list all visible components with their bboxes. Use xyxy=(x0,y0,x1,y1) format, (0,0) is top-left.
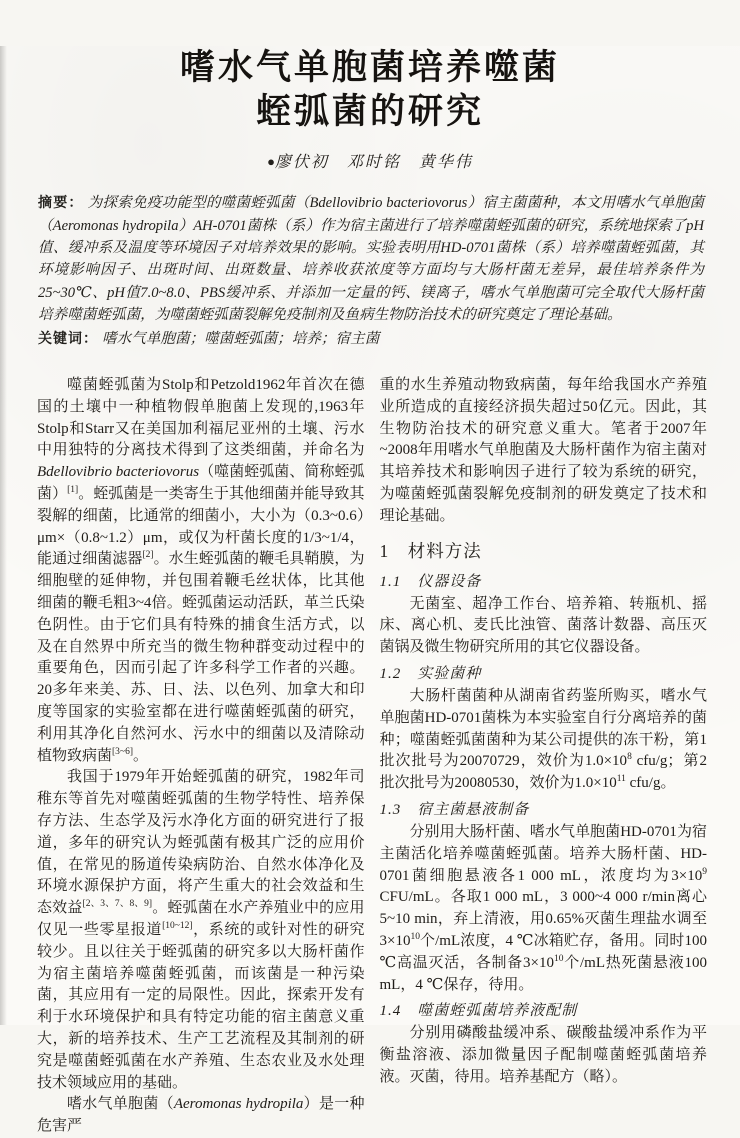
subsection-heading: 1.1 仪器设备 xyxy=(379,573,482,590)
latin-species-name: Aeromonas hydropila xyxy=(52,217,179,234)
body-paragraph xyxy=(380,822,708,996)
keywords-line xyxy=(38,328,704,350)
superscript: [2、3、7、8、9] xyxy=(82,899,153,910)
body-paragraph xyxy=(380,375,708,528)
latin-species-name: Bdellovibrio bacteriovorus xyxy=(37,464,200,481)
text-run: cfu/g。 xyxy=(625,775,676,792)
text-run: ）AH-0701菌株（系）作为宿主菌进行了培养噬菌蛭弧菌的研究，系统地探索了pH值、缓冲系及温度等环境因子对培养效果的影响。实验表明用HD-0701菌株（系）培养噬菌蛭弧菌，其环境影响因子、出斑时间、出斑数量、培养收获浓度等方面均与大肠杆菌无差异，最佳培养条件为25~30℃、pH值7.0~8.0、PBS缓冲系、并添加一定量的钙、镁离子，嗜水气单胞菌可完全取代大肠杆菌培养噬菌蛭弧菌，为噬菌蛭弧菌裂解免疫制剂及鱼病生物防治技术的研究奠定了理论基础。 xyxy=(38,217,705,324)
abstract-label: 摘要： xyxy=(38,195,84,212)
paper-title xyxy=(20,46,720,134)
text-run: 个/mL浓度，4 ℃冰箱贮存，备用。同时100 ℃高温灭活，各制备3×10 xyxy=(379,932,707,971)
text-run: （噬菌蛭弧菌、简称蛭弧菌） xyxy=(37,464,365,503)
author-bullet-icon: ● xyxy=(267,154,275,170)
text-run: 分别用磷酸盐缓冲系、碳酸盐缓冲系作为平衡盐溶液、添加微量因子配制噬菌蛭弧菌培养液。灭菌，待用。培养基配方（略）。 xyxy=(379,1025,707,1085)
text-run: 。 xyxy=(132,747,148,764)
subsection-heading: 1.2 实验菌种 xyxy=(379,666,482,682)
text-run: 大肠杆菌菌种从湖南省药鉴所购买，嗜水气单胞菌HD-0701菌株为本实验室自行分离培养的菌种；噬菌蛭弧菌菌种为某公司提供的冻干粉，第1批次批号为20070729，效价为1.0×10 xyxy=(379,688,707,770)
body-paragraph xyxy=(37,375,365,767)
keywords-label: 关键词： xyxy=(38,330,98,347)
body-paragraph xyxy=(380,686,708,795)
authors-line xyxy=(0,149,740,172)
superscript: 9 xyxy=(702,866,707,877)
abstract-paragraph xyxy=(38,192,704,326)
body-paragraph xyxy=(37,767,365,1094)
body-paragraph xyxy=(37,1094,365,1138)
paper-title-line1: 嗜水气单胞菌培养噬菌 xyxy=(179,48,560,88)
author-names: 廖伏初 邓时铭 黄华伟 xyxy=(274,154,473,172)
superscript: 10 xyxy=(410,931,420,942)
subsection-heading: 1.4 噬菌蛭弧菌培养液配制 xyxy=(379,1003,578,1020)
two-column-body xyxy=(37,375,707,1138)
latin-species-name: Bdellovibrio bacteriovorus xyxy=(309,195,468,212)
paper-title-line2: 蛭弧菌的研究 xyxy=(255,92,484,133)
text-run: 无菌室、超净工作台、培养箱、转瓶机、摇床、离心机、麦氏比浊管、菌落计数器、高压灭菌锅及微生物研究所用的其它仪器设备。 xyxy=(379,595,707,656)
body-paragraph xyxy=(380,594,708,659)
text-run: 为探索免疫功能型的噬菌蛭弧菌（ xyxy=(87,195,310,212)
keywords-text: 嗜水气单胞菌；噬菌蛭弧菌；培养；宿主菌 xyxy=(102,330,380,347)
text-run: 个/mL热死菌悬液100 mL，4 ℃保存，待用。 xyxy=(379,954,707,993)
superscript: [1] xyxy=(67,485,79,496)
superscript: 11 xyxy=(616,774,626,785)
superscript: [3~6] xyxy=(112,746,133,757)
text-run: 。蛭弧菌在水产养殖业中的应用仅见一些零星报道 xyxy=(37,900,365,938)
paper-page xyxy=(0,46,740,1135)
text-run: CFU/mL。各取1 000 mL，3 000~4 000 r/min离心5~10 min，弃上清液，用0.65%灭菌生理盐水调至3×10 xyxy=(379,889,707,949)
text-run: cfu/g；第2批次批号为20080530，效价为1.0×10 xyxy=(379,753,707,792)
latin-species-name: Aeromonas hydropila xyxy=(173,1096,304,1113)
text-run: ，系统的或针对性的研究较少。且以往关于蛭弧菌的研究多以大肠杆菌作为宿主菌培养噬菌蛭弧菌，而该菌是一种污染菌，其应用有一定的局限性。因此，探索开发有利于水环境保护和具有特定功能的宿主菌意义重大，新的培养技术、生产工艺流程及其制剂的研究是噬菌蛭弧菌在水产养殖、生态农业及水处理技术领域应用的基础。 xyxy=(37,921,365,1091)
text-run: 噬菌蛭弧菌为Stolp和Petzold1962年首次在德国的土壤中一种植物假单胞菌上发现的,1963年Stolp和Starr又在美国加利福尼亚州的土壤、污水中用独特的分离技术得到了这类细菌，并命名为 xyxy=(37,377,365,459)
abstract-text xyxy=(38,195,704,323)
text-run: 。水生蛭弧菌的鞭毛具鞘膜，为细胞壁的延伸物，并包围着鞭毛丝状体，比其他细菌的鞭毛粗3~4倍。蛭弧菌运动活跃，革兰氏染色阴性。由于它们具有特殊的捕食生活方式，以及在自然界中所充当的微生物种群变动过程中的重要角色，因而引起了许多科学工作者的兴趣。20多年来美、苏、日、法、以色列、加拿大和印度等国家的实验室都在进行噬菌蛭弧菌的研究，利用其净化自然河水、污水中的细菌以及清除动植物致病菌 xyxy=(37,551,365,764)
text-run: ）是一种危害严 xyxy=(37,1096,365,1135)
section-heading: 1 材料方法 xyxy=(379,540,482,561)
right-column xyxy=(380,375,708,1138)
text-run: 。蛭弧菌是一类寄生于其他细菌并能导致其裂解的细菌，比通常的细菌小，大小为（0.3~0.6）μm×（0.8~1.2）μm，或仅为杆菌长度的1/3~1/4，能通过细菌滤器 xyxy=(37,486,365,568)
abstract-block xyxy=(38,192,704,350)
text-run: 嗜水气单胞菌（ xyxy=(67,1096,174,1113)
superscript: [10~12] xyxy=(162,920,193,931)
superscript: 8 xyxy=(627,752,632,763)
body-paragraph xyxy=(380,1023,708,1088)
text-run: ）宿主菌菌种，本文用嗜水气单胞菌（ xyxy=(38,195,704,234)
left-column xyxy=(37,375,365,1138)
superscript: 10 xyxy=(554,953,564,964)
text-run: 我国于1979年开始蛭弧菌的研究，1982年司稚东等首先对噬菌蛭弧菌的生物学特性、培养保存方法、生态学及污水净化方面的研究进行了报道，多年的研究认为蛭弧菌有极其广泛的应用价值，在常见的肠道传染病防治、自然水体净化及环境水源保护方面，将产生重大的社会效益和生态效益 xyxy=(37,769,365,917)
subsection-heading: 1.3 宿主菌悬液制备 xyxy=(379,801,530,818)
text-run: 分别用大肠杆菌、嗜水气单胞菌HD-0701为宿主菌活化培养噬菌蛭弧菌。培养大肠杆菌、HD-0701菌细胞悬液各1 000 mL，浓度均为3×10 xyxy=(379,823,707,884)
superscript: [2] xyxy=(142,550,154,561)
text-run: 重的水生养殖动物致病菌，每年给我国水产养殖业所造成的直接经济损失超过50亿元。因此，其生物防治技术的研究意义重大。笔者于2007年~2008年用嗜水气单胞菌及大肠杆菌作为宿主菌对其培养技术和影响因子进行了较为系统的研究，为噬菌蛭弧菌裂解免疫制剂的研发奠定了技术和理论基础。 xyxy=(379,377,707,524)
